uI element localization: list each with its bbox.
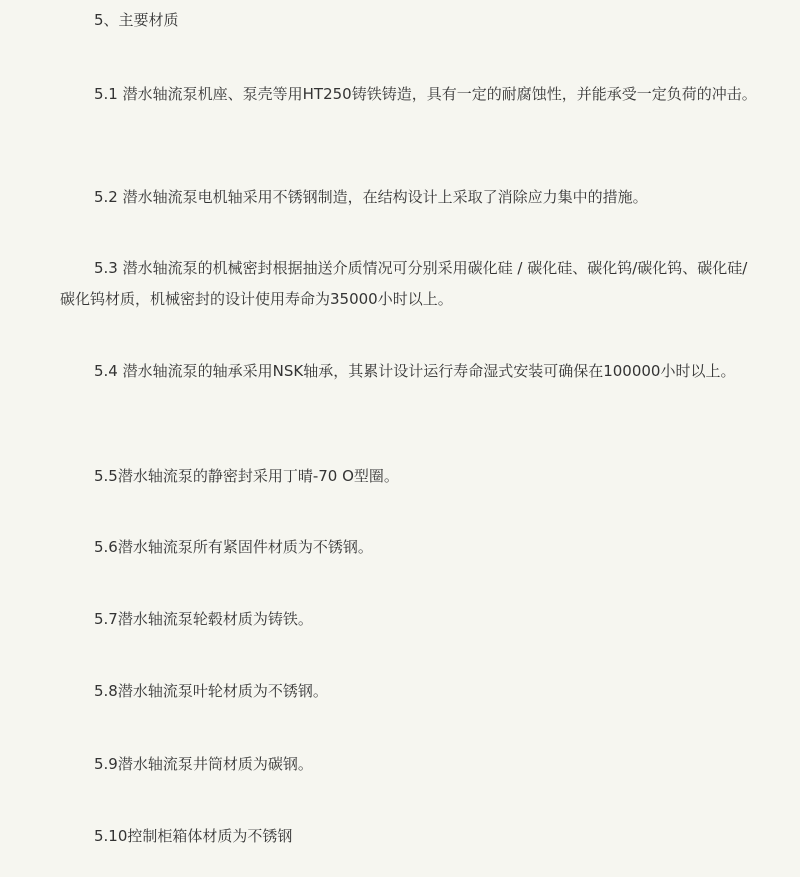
paragraph-5-2: 5.2 潜水轴流泵电机轴采用不锈钢制造，在结构设计上采取了消除应力集中的措施。 (94, 188, 648, 206)
paragraph-5-4: 5.4 潜水轴流泵的轴承采用NSK轴承，其累计设计运行寿命湿式安装可确保在100000小时以上。 (94, 362, 736, 380)
section-heading: 5、主要材质 (94, 11, 179, 29)
paragraph-5-7: 5.7潜水轴流泵轮毂材质为铸铁。 (94, 610, 313, 628)
paragraph-5-10: 5.10控制柜箱体材质为不锈钢 (94, 827, 293, 845)
paragraph-5-5: 5.5潜水轴流泵的静密封采用丁晴-70 O型圈。 (94, 467, 399, 485)
paragraph-5-6: 5.6潜水轴流泵所有紧固件材质为不锈钢。 (94, 538, 373, 556)
paragraph-5-3: 5.3 潜水轴流泵的机械密封根据抽送介质情况可分别采用碳化硅 / 碳化硅、碳化钨/碳化钨、碳化硅/碳化钨材质，机械密封的设计使用寿命为35000小时以上。 (60, 259, 748, 308)
paragraph-5-8: 5.8潜水轴流泵叶轮材质为不锈钢。 (94, 682, 328, 700)
paragraph-5-9: 5.9潜水轴流泵井筒材质为碳钢。 (94, 755, 313, 773)
paragraph-5-1: 5.1 潜水轴流泵机座、泵壳等用HT250铸铁铸造，具有一定的耐腐蚀性，并能承受一定负荷的冲击。 (94, 85, 757, 103)
